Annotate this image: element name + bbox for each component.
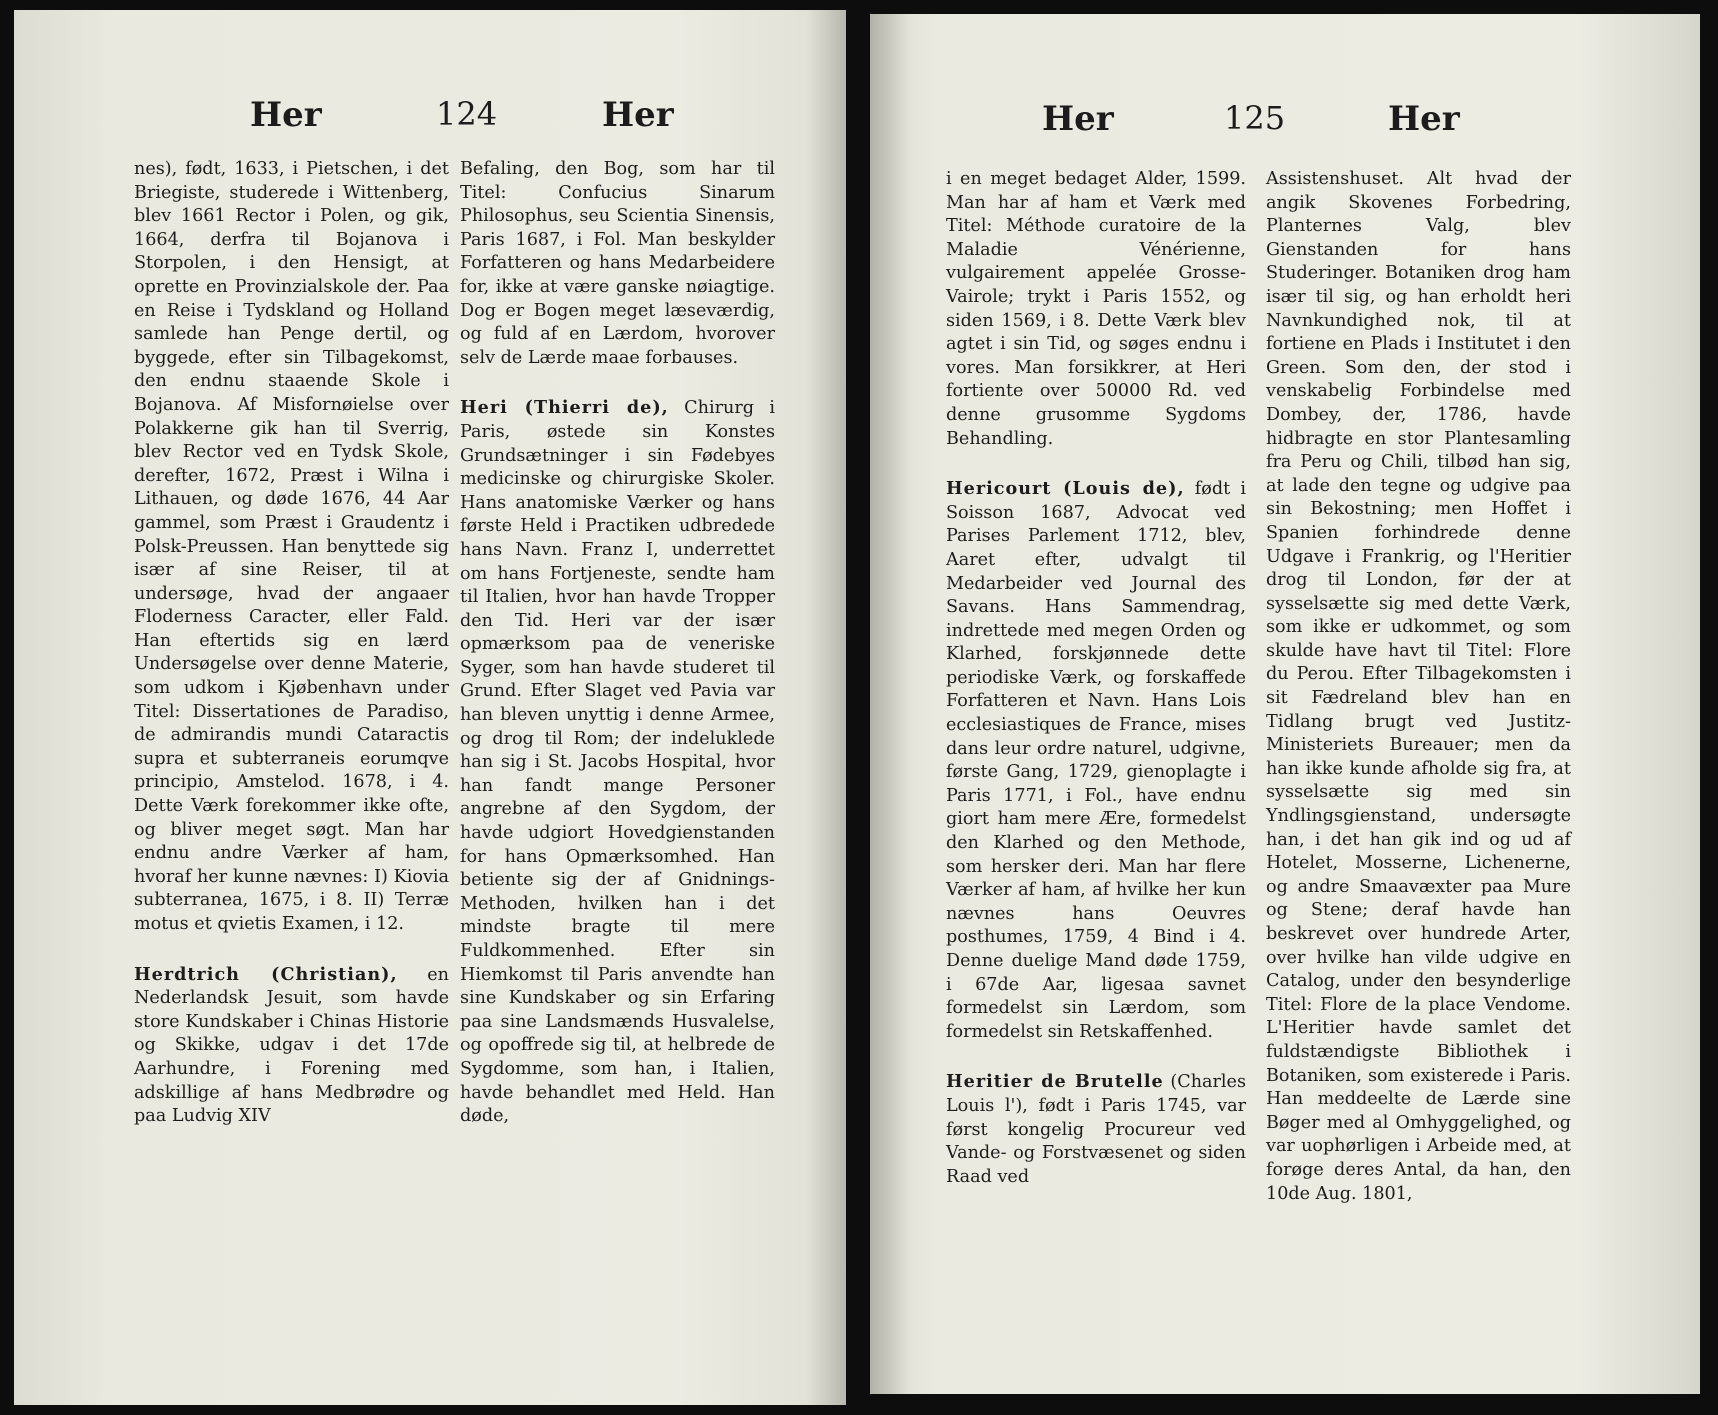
text-column-1 [134, 158, 449, 1129]
text-column-2 [460, 158, 775, 1129]
header-catchword-left: Her [1042, 99, 1114, 139]
entry-headword: Heritier de Brutelle [946, 1071, 1164, 1093]
entry-paragraph [134, 963, 449, 1129]
entry-headword: Heri (Thierri de), [460, 397, 669, 419]
paragraph [946, 168, 1246, 451]
paragraph-text: Befaling, den Bog, som har til Titel: Confucius Sinarum Philosophus, seu Scientia Sinensis, Paris 1687, i Fol. Man beskylder Forfatteren og hans Medarbeidere for, ikke at være ganske nøiagtige. Dog er Bogen meget læseværdig, og fuld af en Lærdom, hvorover selv de Lærde maae forbauses. [460, 159, 775, 368]
paragraph-text: i en meget bedaget Alder, 1599. Man har af ham et Værk med Titel: Méthode curatoire de la Maladie Vénérienne, vulgairement appelée Grosse-Vairole; trykt i Paris 1552, og siden 1569, i 8. Dette Værk blev agtet i sin Tid, og søges endnu i vores. Man forsikkrer, at Heri fortiente over 50000 Rd. ved denne grusomme Sygdoms Behandling. [946, 169, 1246, 449]
text-column-2 [1266, 168, 1571, 1206]
right-page [870, 14, 1700, 1394]
paragraph-text: Assistenshuset. Alt hvad der angik Skovenes Forbedring, Planternes Valg, blev Gienstanden for hans Studeringer. Botaniken drog ham især til sig, og han erholdt heri Navnkundighed nok, til at fortiene en Plads i Institutet i den Green. Som den, der stod i venskabelig Forbindelse med Dombey, der, 1786, havde hidbragte en stor Plantesamling fra Peru og Chili, tilbød han sig, at lade den tegne og udgive paa sin Bekostning; men Hoffet i Spanien forhindrede denne Udgave i Frankrig, og l'Heritier drog til London, før der at sysselsætte sig med dette Værk, som ikke er udkommet, og som skulde have havt til Titel: Flore du Perou. Efter Tilbagekomsten i sit Fædreland blev han en Tidlang brugt ved Justitz-Ministeriets Bureauer; men da han ikke kunde afholde sig fra, at sysselsætte sig med sin Yndlingsgienstand, undersøgte han, i det han gik ind og ud af Hotelet, Mosserne, Lichenerne, og andre Smaavæxter paa Mure og Stene; deraf havde han beskrevet over hundrede Arter, over hvilke han vilde udgive en Catalog, under den besynderlige Titel: Flore de la place Vendome. L'Heritier havde samlet det fuldstændigste Bibliothek i Botaniken, som existerede i Paris. Han meddeelte de Lærde sine Bøger med al Omhyggelighed, og var uophørligen i Arbeide med, at forøge deres Antal, da han, den 10de Aug. 1801, [1266, 169, 1571, 1204]
running-header [870, 99, 1700, 149]
paragraph-text: født i Soisson 1687, Advocat ved Parises Parlement 1712, blev, Aaret efter, udvalgt til Medarbeider ved Journal des Savans. Hans Sammendrag, indrettede med megen Orden og Klarhed, forskjønnede dette periodiske Værk, og forskaffede Forfatteren et Navn. Hans Lois ecclesiastiques de France, mises dans leur ordre naturel, udgivne, første Gang, 1729, gienoplagte i Paris 1771, i Fol., have endnu giort ham mere Ære, formedelst den Klarhed og den Methode, som hersker deri. Man har flere Værker af ham, af hvilke her kun nævnes hans Oeuvres posthumes, 1759, 4 Bind i 4. Denne duelige Mand døde 1759, i 67de Aar, ligesaa savnet formedelst sin Lærdom, som formedelst sin Retskaffenhed. [946, 479, 1247, 1042]
entry-headword: Hericourt (Louis de), [946, 478, 1185, 500]
header-catchword-right: Her [1388, 99, 1460, 139]
entry-paragraph [460, 396, 775, 1128]
page-number: 124 [436, 95, 498, 133]
entry-paragraph [946, 477, 1246, 1044]
paragraph [460, 158, 775, 370]
paragraph-text: en Nederlandsk Jesuit, som havde store Kundskaber i Chinas Historie og Skikke, udgav i det 17de Aarhundre, i Forening med adskillige af hans Medbrødre og paa Ludvig XIV [134, 964, 449, 1127]
spine-shadow [806, 10, 846, 1405]
paragraph [1266, 168, 1571, 1206]
header-catchword-right: Her [602, 95, 674, 135]
paragraph-text: Chirurg i Paris, østede sin Konstes Grundsætninger i sin Fødebyes medicinske og chirurgiske Skoler. Hans anatomiske Værker og hans første Held i Practiken udbredede hans Navn. Franz I, underrettet om hans Fortjeneste, sendte ham til Italien, hvor han havde Tropper den Tid. Heri var der især opmærksom paa de veneriske Syger, som han havde studeret til Grund. Efter Slaget ved Pavia var han bleven unyttig i denne Armee, og drog til Rom; der indeluklede han sig i St. Jacobs Hospital, hvor han fandt mange Personer angrebne af den Sygdom, der havde udgiort Hovedgienstanden for hans Opmærksomhed. Han betiente sig der af Gnidnings-Methoden, hvilken han i det mindste bragte til mere Fuldkommenhed. Efter sin Hiemkomst til Paris anvendte han sine Kundskaber og sin Erfaring paa sine Landsmænds Husvalelse, og opoffrede sig til, at helbrede de Sygdomme, som han, i Italien, havde behandlet med Held. Han døde, [460, 398, 775, 1127]
running-header [14, 95, 846, 145]
spine-shadow [870, 14, 910, 1394]
entry-paragraph [946, 1070, 1246, 1189]
entry-headword: Herdtrich (Christian), [134, 963, 398, 985]
header-catchword-left: Her [250, 95, 322, 135]
page-number: 125 [1224, 99, 1286, 137]
paragraph [134, 158, 449, 937]
paragraph-text: nes), født, 1633, i Pietschen, i det Briegiste, studerede i Wittenberg, blev 1661 Rector i Polen, og gik, 1664, derfra til Bojanova i Storpolen, i den Hensigt, at oprette en Provinzialskole der. Paa en Reise i Tydskland og Holland samlede han Penge dertil, og byggede, efter sin Tilbagekomst, den endnu staaende Skole i Bojanova. Af Misfornøielse over Polakkerne gik han til Sverrig, blev Rector ved en Tydsk Skole, derefter, 1672, Præst i Wilna i Lithauen, og døde 1676, 44 Aar gammel, som Præst i Graudentz i Polsk-Preussen. Han benyttede sig især af sine Reiser, til at undersøge, hvad der angaaer Floderness Caracter, eller Fald. Han eftertids sig en lærd Undersøgelse over denne Materie, som udkom i Kjøbenhavn under Titel: Dissertationes de Paradiso, de admirandis mundi Cataractis supra et subterraneis eorumqve principio, Amstelod. 1678, i 4. Dette Værk forekommer ikke ofte, og bliver meget søgt. Man har endnu andre Værker af ham, hvoraf her kunne nævnes: I) Kiovia subterranea, 1675, i 8. II) Terræ motus et qvietis Examen, i 12. [134, 159, 449, 934]
text-column-1 [946, 168, 1246, 1189]
paragraph-text: (Charles Louis l'), født i Paris 1745, var først kongelig Procureur ved Vande- og Forstvæsenet og siden Raad ved [946, 1072, 1246, 1187]
left-page [14, 10, 846, 1405]
